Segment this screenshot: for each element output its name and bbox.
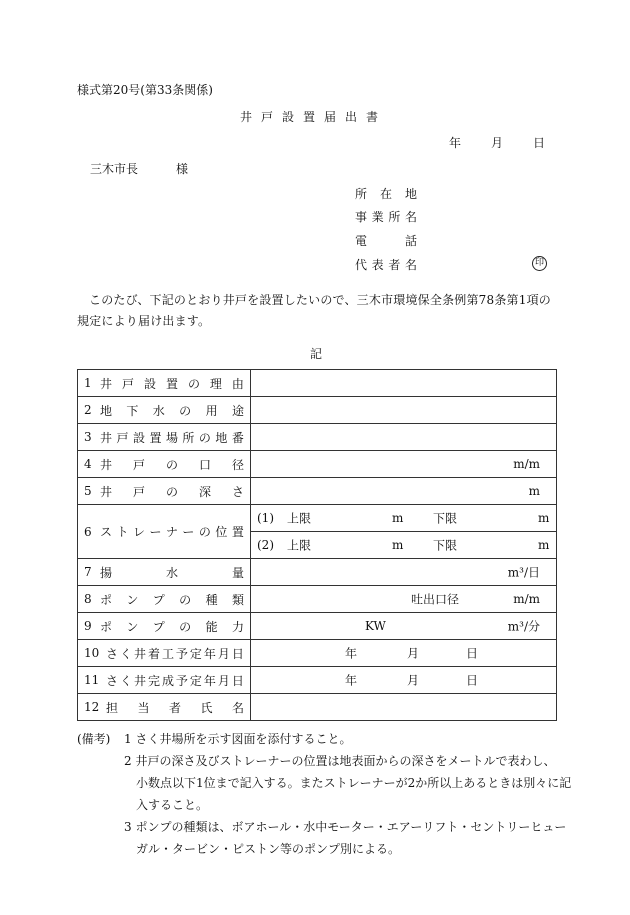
row-number: 11	[84, 673, 100, 687]
strainer-upper-label: 上限	[287, 511, 312, 526]
date-month: 月	[407, 673, 420, 688]
row-value-cell[interactable]	[251, 424, 557, 451]
row-value-cell[interactable]	[251, 370, 557, 397]
row-mid-label: KW	[365, 619, 386, 633]
strainer-lower-unit: m	[538, 511, 550, 525]
row-number: 4	[84, 457, 92, 471]
row-number: 1	[84, 376, 92, 390]
table-row	[78, 505, 557, 532]
table-row	[78, 370, 557, 397]
row-number: 7	[84, 565, 92, 579]
row-unit: m³/分	[507, 619, 540, 634]
row-label	[78, 478, 251, 505]
row-label	[78, 586, 251, 613]
row-label-text: ス ト レ ー ナ ー の 位 置	[100, 525, 244, 539]
note-2c: 入すること。	[136, 798, 209, 812]
strainer-index: (2)	[257, 538, 274, 552]
notes-head: (備考)	[77, 732, 111, 746]
date-year: 年	[449, 136, 462, 150]
date-day: 日	[466, 646, 479, 661]
applicant-address-label: 所 在 地	[355, 187, 417, 201]
application-table	[77, 369, 557, 721]
table-row	[78, 424, 557, 451]
document-title: 井戸設置届出書	[240, 110, 388, 124]
row-label	[78, 559, 251, 586]
row-label-text: 揚 水 量	[100, 565, 244, 580]
row-label	[78, 667, 251, 694]
row-label-text: 地 下 水 の 用 途	[100, 403, 244, 418]
ki-heading: 記	[310, 347, 323, 361]
row-label	[78, 424, 251, 451]
date-line	[449, 137, 545, 149]
note-3b: ガル・タービン・ピストン等のポンプ別による。	[136, 842, 401, 856]
row-number: 5	[84, 484, 92, 498]
strainer-lower-label: 下限	[433, 511, 458, 526]
row-unit: m/m	[513, 457, 540, 471]
row-number: 2	[84, 403, 92, 417]
row-label-text: 井 戸 設 置 場 所 の 地 番	[100, 430, 244, 445]
date-day: 日	[466, 673, 479, 688]
row-value-cell[interactable]	[251, 397, 557, 424]
table-row	[78, 586, 557, 613]
form-number: 様式第20号(第33条関係)	[77, 83, 213, 97]
addressee	[90, 163, 188, 175]
row-number: 9	[84, 619, 92, 633]
date-month: 月	[491, 136, 504, 150]
row-label-text: さ く 井 完 成 予 定 年 月 日	[106, 673, 244, 688]
row-mid-label: 吐出口径	[411, 592, 460, 607]
row-label-text: ポ ン プ の 能 力	[100, 619, 244, 634]
row-label-text: 井 戸 の 深 さ	[100, 484, 244, 499]
row-number: 6	[84, 524, 92, 539]
row-number: 8	[84, 592, 92, 606]
addressee-honorific: 様	[176, 162, 189, 176]
note-2b: 小数点以下1位まで記入する。またストレーナーが2か所以上あるときは別々に記	[136, 776, 572, 790]
note-1: 1 さく井場所を示す図面を添付すること。	[124, 732, 352, 746]
row-value-cell[interactable]	[251, 613, 557, 640]
row-unit: m	[528, 484, 540, 498]
table-row	[78, 478, 557, 505]
row-value-cell[interactable]	[251, 478, 557, 505]
row-label	[78, 505, 251, 559]
applicant-tel-label: 電 話	[355, 234, 417, 248]
row-value-cell[interactable]	[251, 640, 557, 667]
body-paragraph: このたび、下記のとおり井戸を設置したいので、三木市環境保全条例第78条第1項の規定により届け出ます。	[77, 293, 551, 328]
table-row	[78, 559, 557, 586]
strainer-upper-label: 上限	[287, 538, 312, 553]
row-label	[78, 694, 251, 721]
row-label	[78, 640, 251, 667]
note-3a: 3 ポンプの種類は、ボアホール・水中モーター・エアーリフト・セントリーヒュー	[124, 820, 567, 834]
row-value-cell[interactable]	[251, 667, 557, 694]
date-year: 年	[345, 646, 358, 661]
row-number: 3	[84, 430, 92, 444]
row-label-text: さ く 井 着 工 予 定 年 月 日	[106, 646, 244, 661]
table-row	[78, 667, 557, 694]
row-label	[78, 613, 251, 640]
row-label-text: 井 戸 の 口 径	[100, 457, 244, 472]
strainer-lower-unit: m	[538, 538, 550, 552]
strainer-upper-unit: m	[392, 538, 404, 552]
date-year: 年	[345, 673, 358, 688]
row-label	[78, 370, 251, 397]
row-unit: m/m	[513, 592, 540, 606]
strainer-index: (1)	[257, 511, 274, 525]
applicant-rep-label: 代 表 者 名	[355, 258, 417, 272]
row-label-text: 担 当 者 氏 名	[106, 700, 244, 715]
date-day: 日	[533, 136, 546, 150]
row-value-cell[interactable]	[251, 451, 557, 478]
row-number: 12	[84, 700, 100, 714]
row-unit: m³/日	[507, 565, 540, 580]
table-row	[78, 640, 557, 667]
table-row	[78, 694, 557, 721]
row-value-cell[interactable]	[251, 694, 557, 721]
strainer-value-cell[interactable]	[251, 532, 557, 559]
row-label-text: 井 戸 設 置 の 理 由	[100, 376, 244, 391]
row-number: 10	[84, 646, 100, 660]
date-month: 月	[407, 646, 420, 661]
addressee-name: 三木市長	[90, 162, 139, 176]
strainer-lower-label: 下限	[433, 538, 458, 553]
row-value-cell[interactable]	[251, 559, 557, 586]
table-row	[78, 451, 557, 478]
table-row	[78, 397, 557, 424]
row-label	[78, 451, 251, 478]
row-value-cell[interactable]	[251, 586, 557, 613]
strainer-value-cell[interactable]	[251, 505, 557, 532]
strainer-upper-unit: m	[392, 511, 404, 525]
applicant-office-label: 事 業 所 名	[355, 210, 417, 224]
seal-icon: 印	[532, 256, 547, 271]
row-label-text: ポ ン プ の 種 類	[100, 592, 244, 607]
note-2a: 2 井戸の深さ及びストレーナーの位置は地表面からの深さをメートルで表わし、	[124, 754, 556, 768]
table-row	[78, 613, 557, 640]
row-label	[78, 397, 251, 424]
